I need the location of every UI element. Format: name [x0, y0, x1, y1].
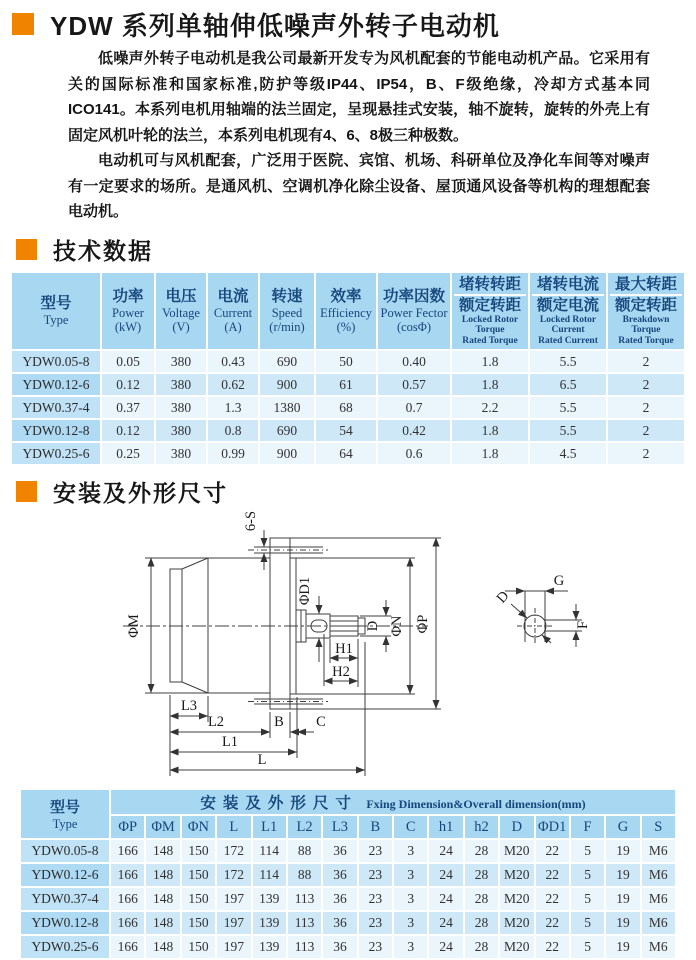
table-row	[21, 936, 675, 958]
table-cell: 900	[260, 443, 314, 464]
table-cell: 900	[260, 374, 314, 395]
table-cell: 22	[536, 888, 569, 910]
header-zh-numerator: 堵转电流	[532, 275, 604, 296]
row-type-cell: YDW0.12-6	[12, 374, 100, 395]
page-header	[0, 8, 696, 40]
table-cell: 68	[316, 397, 376, 418]
intro-paragraph-1: 低噪声外转子电动机是我公司最新开发专为风机配套的节能电动机产品。它采用有关的国际标准和国家标准,防护等级IP44、IP54，B、F级绝缘，冷却方式基本同ICO141。本系列电机用轴端的法兰固定，呈现悬挂式安装，轴不旋转，旋转的外壳上有固定风机叶轮的法兰，本系列电机现有4、6、8极三种极数。	[68, 50, 650, 144]
table-cell: 690	[260, 351, 314, 372]
section-header-tech	[0, 235, 696, 265]
table-cell: 23	[359, 864, 392, 886]
column-header-locked-rotor-current	[530, 273, 606, 350]
dim-label-l1: L1	[221, 734, 239, 750]
shaft-section-detail	[494, 573, 591, 647]
header-en: Speed	[271, 305, 303, 320]
table-cell: 166	[111, 888, 144, 910]
table-cell: 2	[608, 374, 684, 395]
header-unit: (kW)	[114, 319, 142, 334]
table-cell: 113	[288, 936, 321, 958]
table-cell: 1380	[260, 397, 314, 418]
table-cell: M20	[500, 936, 533, 958]
tech-data-table	[10, 271, 686, 467]
column-header: L2	[288, 816, 321, 838]
technical-drawing	[8, 506, 688, 788]
table-cell: 88	[288, 840, 321, 862]
table-row	[12, 351, 684, 372]
column-header-type	[21, 790, 109, 838]
header-zh: 功率	[112, 287, 144, 305]
table-cell: 0.05	[102, 351, 154, 372]
table-cell: M6	[642, 840, 675, 862]
column-header: C	[394, 816, 427, 838]
table-cell: 0.40	[378, 351, 450, 372]
tech-table-body	[12, 351, 684, 464]
table-cell: 2	[608, 397, 684, 418]
table-cell: 148	[146, 912, 179, 934]
table-cell: 0.6	[378, 443, 450, 464]
column-header-voltage	[156, 273, 206, 350]
header-zh: 电压	[165, 287, 197, 305]
table-cell: 23	[359, 936, 392, 958]
table-cell: 22	[536, 912, 569, 934]
column-header: L	[217, 816, 250, 838]
table-cell: 197	[217, 936, 250, 958]
table-cell: 1.8	[452, 443, 528, 464]
table-cell: M6	[642, 864, 675, 886]
header-en: Torque	[475, 325, 505, 335]
table-cell: 2	[608, 443, 684, 464]
dim-label-g: G	[553, 573, 565, 589]
table-cell: 24	[429, 936, 462, 958]
table-cell: 0.25	[102, 443, 154, 464]
table-cell: 3	[394, 936, 427, 958]
table-cell: 23	[359, 840, 392, 862]
header-en: Rated Torque	[462, 335, 518, 346]
header-en: Current	[213, 305, 253, 320]
table-cell: M20	[500, 840, 533, 862]
header-zh-denominator: 额定转距	[614, 296, 677, 314]
header-en: Type	[52, 817, 78, 831]
dims-header-row-1	[21, 790, 675, 814]
table-cell: 0.12	[102, 374, 154, 395]
table-cell: 1.8	[452, 374, 528, 395]
table-row	[12, 443, 684, 464]
table-cell: 22	[536, 840, 569, 862]
dim-label-l: L	[257, 752, 267, 768]
table-cell: 172	[217, 840, 250, 862]
table-cell: 380	[156, 351, 206, 372]
table-cell: 28	[465, 912, 498, 934]
dim-label-f: F	[575, 620, 591, 630]
table-cell: 19	[606, 864, 639, 886]
intro-paragraph-2: 电动机可与风机配套，广泛用于医院、宾馆、机场、科研单位及净化车间等对噪声有一定要求的场所。是通风机、空调机净化除尘设备、屋顶通风设备等机构的理想配套电动机。	[68, 152, 650, 220]
table-row	[12, 397, 684, 418]
dim-phi-d1	[297, 577, 319, 662]
table-cell: 0.12	[102, 420, 154, 441]
header-zh: 功率因数	[382, 287, 445, 305]
header-unit: (cosΦ)	[396, 319, 432, 334]
header-zh-numerator: 堵转转距	[454, 275, 526, 296]
column-header-current	[208, 273, 258, 350]
table-cell: 3	[394, 888, 427, 910]
table-cell: 0.99	[208, 443, 258, 464]
column-header: S	[642, 816, 675, 838]
table-cell: 0.57	[378, 374, 450, 395]
table-cell: M6	[642, 888, 675, 910]
table-cell: 2	[608, 351, 684, 372]
table-cell: 88	[288, 864, 321, 886]
table-cell: 1.8	[452, 420, 528, 441]
table-cell: 5	[571, 936, 604, 958]
table-cell: 36	[323, 888, 356, 910]
row-type-cell: YDW0.12-8	[21, 912, 109, 934]
table-row	[21, 864, 675, 886]
column-header: ΦM	[146, 816, 179, 838]
table-cell: 28	[465, 936, 498, 958]
row-type-cell: YDW0.25-6	[12, 443, 100, 464]
header-zh: 效率	[330, 287, 362, 305]
header-zh-denominator: 额定电流	[536, 296, 599, 314]
column-header-speed	[260, 273, 314, 350]
table-cell: 139	[253, 936, 286, 958]
header-en: Voltage	[162, 305, 200, 320]
table-row	[21, 912, 675, 934]
table-cell: 0.42	[378, 420, 450, 441]
table-cell: 28	[465, 864, 498, 886]
table-cell: 166	[111, 912, 144, 934]
dim-label-phi-n: ΦN	[389, 615, 405, 637]
table-cell: 166	[111, 840, 144, 862]
dim-label-h1: H1	[335, 641, 353, 657]
table-cell: 114	[253, 864, 286, 886]
table-cell: 0.37	[102, 397, 154, 418]
table-cell: M6	[642, 912, 675, 934]
table-cell: 148	[146, 864, 179, 886]
dim-label-phi-d1: ΦD1	[297, 576, 313, 606]
table-cell: 24	[429, 888, 462, 910]
table-cell: 3	[394, 840, 427, 862]
header-zh: 型号	[49, 799, 80, 816]
table-cell: 6.5	[530, 374, 606, 395]
shaft	[296, 610, 365, 642]
dims-table-body	[21, 840, 675, 958]
column-header-locked-rotor-torque	[452, 273, 528, 350]
row-type-cell: YDW0.37-4	[21, 888, 109, 910]
table-cell: 380	[156, 443, 206, 464]
header-en: Current	[551, 325, 585, 335]
table-cell: 64	[316, 443, 376, 464]
group-header-zh: 安装及外形尺寸	[200, 795, 358, 812]
table-cell: 5	[571, 864, 604, 886]
table-cell: 139	[253, 912, 286, 934]
table-cell: 0.8	[208, 420, 258, 441]
table-cell: 5.5	[530, 351, 606, 372]
table-row	[21, 888, 675, 910]
header-en: Locked Rotor	[461, 314, 519, 325]
table-cell: 36	[323, 912, 356, 934]
table-cell: 1.8	[452, 351, 528, 372]
table-row	[12, 374, 684, 395]
header-unit: (V)	[172, 319, 190, 334]
orange-square-icon	[16, 239, 37, 260]
table-cell: 0.62	[208, 374, 258, 395]
table-cell: 148	[146, 840, 179, 862]
section-header-dimensions	[0, 476, 696, 506]
table-cell: 5.5	[530, 397, 606, 418]
table-cell: M20	[500, 864, 533, 886]
header-en: Rated Current	[538, 335, 598, 346]
column-header: L1	[253, 816, 286, 838]
table-cell: 19	[606, 936, 639, 958]
table-cell: 150	[182, 864, 215, 886]
dim-label-d-detail: D	[493, 588, 513, 607]
dims-header-row-2	[21, 816, 675, 838]
table-cell: 22	[536, 936, 569, 958]
header-unit: (%)	[336, 319, 356, 334]
header-en: Type	[43, 312, 69, 327]
header-en: Torque	[631, 325, 661, 335]
dim-label-phi-m: ΦM	[126, 614, 142, 638]
table-cell: 5	[571, 912, 604, 934]
table-cell: 5	[571, 888, 604, 910]
header-en: Efficiency	[320, 305, 372, 320]
row-type-cell: YDW0.05-8	[12, 351, 100, 372]
table-row	[12, 420, 684, 441]
table-cell: 380	[156, 397, 206, 418]
page-title: YDW 系列单轴伸低噪声外转子电动机	[50, 10, 500, 41]
table-cell: 166	[111, 936, 144, 958]
row-type-cell: YDW0.12-8	[12, 420, 100, 441]
group-header-en: Fxing Dimension&Overall dimension(mm)	[366, 797, 586, 811]
dim-label-l2: L2	[207, 714, 225, 730]
table-cell: 50	[316, 351, 376, 372]
table-cell: 150	[182, 936, 215, 958]
table-cell: 19	[606, 840, 639, 862]
table-cell: 22	[536, 864, 569, 886]
table-cell: 24	[429, 864, 462, 886]
table-cell: 54	[316, 420, 376, 441]
table-cell: 61	[316, 374, 376, 395]
table-cell: 0.43	[208, 351, 258, 372]
dim-label-l3: L3	[180, 698, 198, 714]
header-zh: 电流	[217, 287, 249, 305]
dim-label-d-shaft: D	[365, 620, 381, 632]
table-cell: 3	[394, 912, 427, 934]
flange	[248, 538, 328, 709]
header-unit: (r/min)	[269, 319, 305, 334]
technical-drawing-area	[0, 506, 696, 788]
header-en: Power	[112, 305, 144, 320]
table-cell: 2.2	[452, 397, 528, 418]
table-cell: 28	[465, 888, 498, 910]
header-en: Breakdown	[622, 314, 670, 325]
column-header: G	[606, 816, 639, 838]
table-cell: 3	[394, 864, 427, 886]
column-header: B	[359, 816, 392, 838]
header-zh: 转速	[271, 287, 303, 305]
column-header-type	[12, 273, 100, 350]
column-header-power	[102, 273, 154, 350]
table-cell: 36	[323, 840, 356, 862]
table-cell: 113	[288, 912, 321, 934]
dim-label-c: C	[316, 714, 326, 730]
table-cell: 197	[217, 912, 250, 934]
table-cell: 139	[253, 888, 286, 910]
table-cell: 1.3	[208, 397, 258, 418]
table-cell: 28	[465, 840, 498, 862]
table-cell: 150	[182, 888, 215, 910]
column-header: F	[571, 816, 604, 838]
dim-label-6s: 6-S	[243, 510, 259, 532]
table-cell: 5.5	[530, 420, 606, 441]
orange-square-icon	[12, 13, 34, 35]
table-cell: 148	[146, 888, 179, 910]
column-header: ΦN	[182, 816, 215, 838]
dim-label-phi-p: ΦP	[415, 614, 431, 634]
table-cell: 24	[429, 912, 462, 934]
column-header: L3	[323, 816, 356, 838]
dimension-table	[19, 788, 677, 960]
column-header-power-factor	[378, 273, 450, 350]
group-header-dimensions	[111, 790, 675, 814]
table-cell: 380	[156, 420, 206, 441]
table-cell: 150	[182, 840, 215, 862]
table-cell: 197	[217, 888, 250, 910]
row-type-cell: YDW0.25-6	[21, 936, 109, 958]
tech-header-row	[12, 273, 684, 350]
header-zh-denominator: 额定转距	[458, 296, 521, 314]
row-type-cell: YDW0.37-4	[12, 397, 100, 418]
section-title-dimensions: 安装及外形尺寸	[53, 479, 228, 506]
table-row	[21, 840, 675, 862]
header-en: Rated Torque	[618, 335, 674, 346]
column-header-breakdown-torque	[608, 273, 684, 350]
column-header: ΦP	[111, 816, 144, 838]
row-type-cell: YDW0.12-6	[21, 864, 109, 886]
table-cell: 36	[323, 864, 356, 886]
row-type-cell: YDW0.05-8	[21, 840, 109, 862]
table-cell: 19	[606, 912, 639, 934]
table-cell: 690	[260, 420, 314, 441]
dim-6s	[243, 511, 264, 570]
dim-label-h2: H2	[332, 664, 350, 680]
column-header: h1	[429, 816, 462, 838]
table-cell: 166	[111, 864, 144, 886]
table-cell: 24	[429, 840, 462, 862]
intro-text	[68, 46, 650, 225]
table-cell: 113	[288, 888, 321, 910]
header-zh: 型号	[40, 294, 72, 312]
table-cell: 5	[571, 840, 604, 862]
table-cell: 23	[359, 888, 392, 910]
table-cell: 36	[323, 936, 356, 958]
column-header: D	[500, 816, 533, 838]
table-cell: 19	[606, 888, 639, 910]
table-cell: M20	[500, 912, 533, 934]
table-cell: 0.7	[378, 397, 450, 418]
table-cell: 172	[217, 864, 250, 886]
table-cell: 148	[146, 936, 179, 958]
table-cell: 23	[359, 912, 392, 934]
table-cell: 2	[608, 420, 684, 441]
column-header: h2	[465, 816, 498, 838]
header-en: Locked Rotor	[539, 314, 597, 325]
column-header: ΦD1	[536, 816, 569, 838]
header-unit: (A)	[224, 319, 242, 334]
column-header-efficiency	[316, 273, 376, 350]
table-cell: M6	[642, 936, 675, 958]
header-en: Power Fector	[380, 305, 448, 320]
dim-label-b: B	[274, 714, 284, 730]
table-cell: 380	[156, 374, 206, 395]
table-cell: 4.5	[530, 443, 606, 464]
header-zh-numerator: 最大转距	[610, 275, 682, 296]
section-title-tech: 技术数据	[53, 238, 153, 264]
table-cell: 114	[253, 840, 286, 862]
table-cell: M20	[500, 888, 533, 910]
orange-square-icon	[16, 481, 37, 502]
table-cell: 150	[182, 912, 215, 934]
